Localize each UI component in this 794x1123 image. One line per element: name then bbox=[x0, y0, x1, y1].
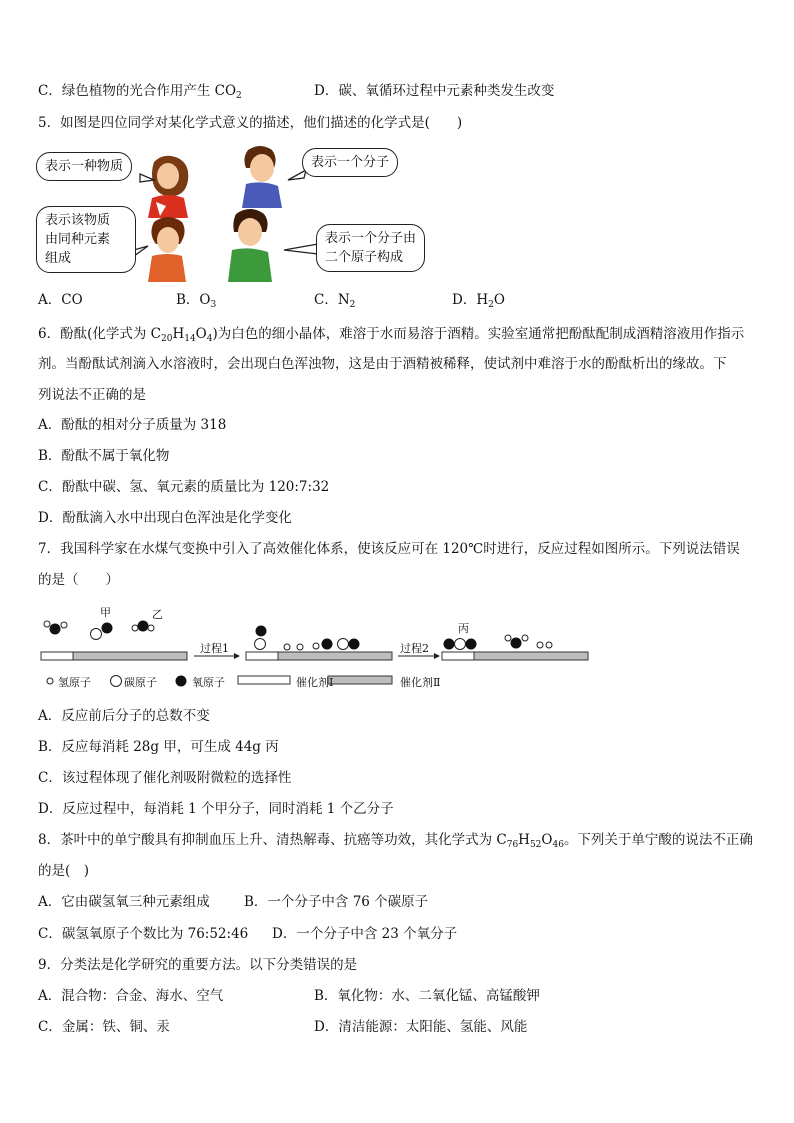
bubble-3-tail bbox=[134, 246, 148, 256]
q7-option-c: C．该过程体现了催化剂吸附微粒的选择性 bbox=[38, 770, 292, 786]
legend-cat2-symbol bbox=[328, 676, 392, 684]
label-yi: 乙 bbox=[152, 608, 163, 621]
q7-stem-line-2: 的是（ ） bbox=[38, 572, 119, 588]
legend-c-label: 碳原子 bbox=[124, 676, 157, 689]
bubble-3 bbox=[36, 206, 136, 273]
student-2-figure bbox=[242, 146, 282, 208]
q4-option-d: D．碳、氧循环过程中元素种类发生改变 bbox=[314, 83, 555, 99]
stage1-catalyst-1 bbox=[41, 652, 73, 660]
q7-option-b: B．反应每消耗 28g 甲，可生成 44g 丙 bbox=[38, 739, 279, 755]
stage2-catalyst-1 bbox=[246, 652, 278, 660]
legend-cat1-symbol bbox=[238, 676, 290, 684]
q7-option-d: D．反应过程中，每消耗 1 个甲分子，同时消耗 1 个乙分子 bbox=[38, 801, 394, 817]
q8-option-a: A．它由碳氢氧三种元素组成 bbox=[38, 894, 210, 910]
label-process-1: 过程1 bbox=[200, 642, 229, 655]
stage2-molecules bbox=[255, 626, 360, 651]
q9-stem: 9．分类法是化学研究的重要方法。以下分类错误的是 bbox=[38, 957, 358, 973]
legend-o-symbol bbox=[176, 676, 187, 687]
q8-stem-line-2: 的是( ) bbox=[38, 863, 90, 879]
label-process-2: 过程2 bbox=[400, 642, 429, 655]
bubble-1: 表示一种物质 bbox=[36, 152, 132, 181]
legend-c-symbol bbox=[111, 676, 122, 687]
stage2-catalyst-2 bbox=[278, 652, 392, 660]
q9-option-d: D．清洁能源：太阳能、氢能、风能 bbox=[314, 1019, 528, 1035]
q6-stem-line-3: 列说法不正确的是 bbox=[38, 387, 146, 403]
q6-option-b: B．酚酞不属于氧化物 bbox=[38, 448, 170, 464]
q5-stem: 5．如图是四位同学对某化学式意义的描述，他们描述的化学式是( ) bbox=[38, 115, 463, 131]
q5-option-c: C．$N_2$ bbox=[314, 292, 356, 310]
legend-cat2-label: 催化剂Ⅱ bbox=[400, 676, 441, 689]
label-jia: 甲 bbox=[100, 606, 111, 619]
bubble-4-line-2: 二个原子构成 bbox=[325, 250, 404, 265]
q5-option-b: B．$O_3$ bbox=[176, 292, 217, 310]
bubble-3-line-1: 表示该物质 bbox=[45, 213, 111, 228]
q6-stem-line-1: 6．酚酞(化学式为 $C_{20}H_{14}O_4$)为白色的细小晶体，难溶于水而易溶于酒精。实验室通常把酚酞配制成酒精溶液用作指示 bbox=[38, 326, 745, 344]
q6-option-a: A．酚酞的相对分子质量为 318 bbox=[38, 417, 227, 433]
q8-option-d: D．一个分子中含 23 个氧分子 bbox=[272, 926, 458, 942]
q5-option-d: D．$H_2O$ bbox=[452, 292, 505, 310]
stage1-molecules bbox=[44, 621, 154, 640]
q6-option-c: C．酚酞中碳、氢、氧元素的质量比为 120:7:32 bbox=[38, 479, 330, 495]
stage3-catalyst-1 bbox=[442, 652, 474, 660]
legend-o-label: 氧原子 bbox=[192, 676, 225, 689]
q6-option-d: D．酚酞滴入水中出现白色浑浊是化学变化 bbox=[38, 510, 292, 526]
bubble-4-tail bbox=[284, 244, 318, 254]
bubble-4 bbox=[316, 224, 425, 272]
bubble-2: 表示一个分子 bbox=[302, 148, 398, 177]
q9-option-c: C．金属：铁、铜、汞 bbox=[38, 1019, 170, 1035]
legend-h-symbol bbox=[47, 678, 53, 684]
q8-option-c: C．碳氢氧原子个数比为 76:52:46 bbox=[38, 926, 249, 942]
arrow-2-head bbox=[434, 653, 440, 659]
arrow-1-head bbox=[234, 653, 240, 659]
q5-option-a: A．CO bbox=[38, 292, 83, 308]
stage3-catalyst-2 bbox=[474, 652, 588, 660]
legend-h-label: 氢原子 bbox=[58, 676, 91, 689]
q8-stem-line-1: 8．茶叶中的单宁酸具有抑制血压上升、清热解毒、抗癌等功效，其化学式为 $C_{76}H_{52}O_{46}$。下列关于单宁酸的说法不正确 bbox=[38, 832, 753, 850]
q7-option-a: A．反应前后分子的总数不变 bbox=[38, 708, 210, 724]
bubble-3-line-3: 组成 bbox=[45, 251, 72, 266]
q8-option-b: B．一个分子中含 76 个碳原子 bbox=[244, 894, 429, 910]
student-3-figure bbox=[148, 217, 186, 282]
q4-option-c: C．绿色植物的光合作用产生 $CO_2$ bbox=[38, 83, 242, 101]
q6-stem-line-2: 剂。当酚酞试剂滴入水溶液时，会出现白色浑浊物，这是由于酒精被稀释，使试剂中难溶于水的酚酞析出的缘故。下 bbox=[38, 356, 727, 372]
q9-option-a: A．混合物：合金、海水、空气 bbox=[38, 988, 224, 1004]
student-4-figure bbox=[228, 209, 272, 282]
stage1-catalyst-2 bbox=[73, 652, 187, 660]
bubble-4-line-1: 表示一个分子由 bbox=[325, 231, 417, 246]
stage3-molecules bbox=[444, 635, 553, 650]
label-bing: 丙 bbox=[458, 622, 469, 635]
legend-cat1-label: 催化剂Ⅰ bbox=[296, 676, 334, 689]
bubble-3-line-2: 由同种元素 bbox=[45, 232, 111, 247]
q9-option-b: B．氧化物：水、二氧化锰、高锰酸钾 bbox=[314, 988, 540, 1004]
q7-stem-line-1: 7．我国科学家在水煤气变换中引入了高效催化体系，使该反应可在 120℃时进行，反应过程如图所示。下列说法错误 bbox=[38, 541, 740, 557]
student-1-figure bbox=[148, 156, 188, 218]
bubble-1-tail bbox=[140, 174, 154, 182]
bubble-2-tail bbox=[288, 170, 306, 180]
